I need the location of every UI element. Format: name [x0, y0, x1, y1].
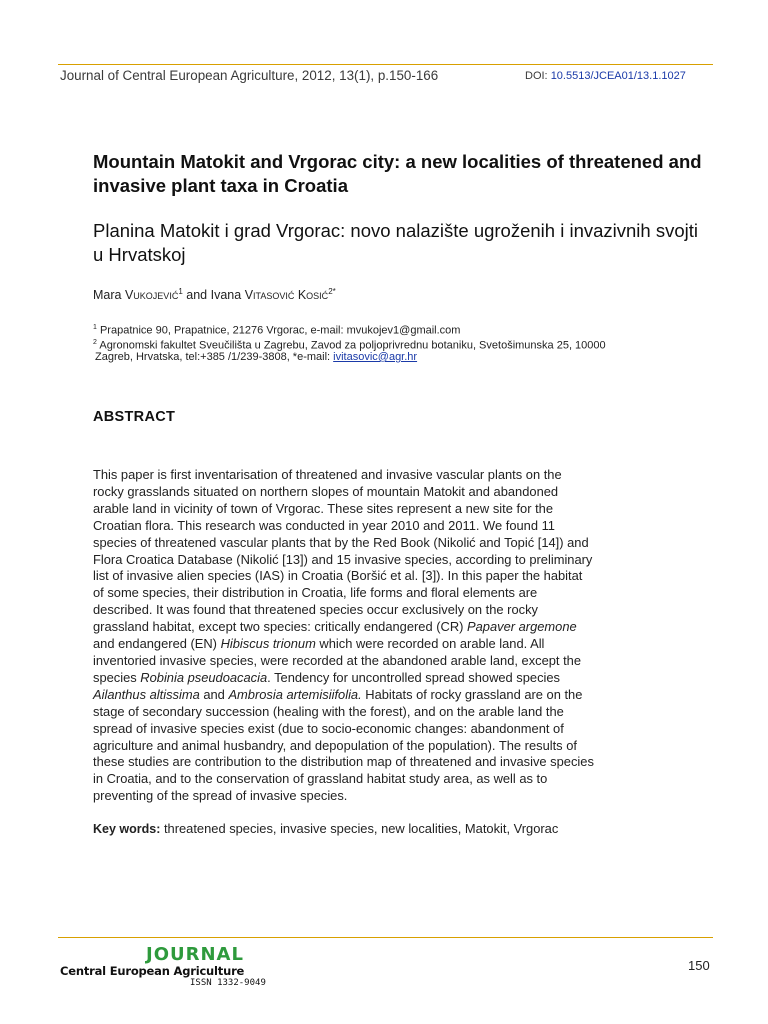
abstract-line: Croatian flora. This research was conducted in year 2010 and 2011. We found 11 — [93, 517, 555, 533]
abstract-line: in Croatia, and to the conservation of grassland habitat study area, as well as to — [93, 771, 548, 787]
keywords-label: Key words: — [93, 822, 161, 836]
affiliation-1-mark: 1 — [93, 324, 97, 331]
abstract-line: preventing of the spread of invasive species. — [93, 788, 348, 804]
abstract-text: species — [93, 669, 141, 685]
logo-journal-name: Central European Agriculture — [60, 964, 245, 978]
footer-rule — [58, 937, 713, 938]
author-1-affiliation-mark: 1 — [178, 287, 183, 296]
journal-reference: Journal of Central European Agriculture, 2012, 13(1), p.150-166 — [60, 68, 439, 83]
abstract-text: . Tendency for uncontrolled spread showed species — [267, 669, 561, 685]
page-number: 150 — [688, 958, 710, 973]
abstract-text: Habitats of rocky grassland are on the — [361, 686, 583, 702]
abstract-line: Flora Croatica Database (Nikolić [13]) and 15 invasive species, according to preliminary — [93, 551, 593, 567]
author-2-family: Vitasović Kosić — [244, 288, 329, 303]
logo-journal-word: JOURNAL — [146, 944, 244, 965]
abstract-line: arable land in vicinity of town of Vrgorac. These sites represent a new site for the — [93, 500, 554, 516]
abstract-line — [93, 670, 703, 687]
affiliation-2-mark: 2 — [93, 339, 97, 346]
species-name: Hibiscus trionum — [220, 636, 316, 652]
abstract-text: which were recorded on arable land. All — [315, 636, 545, 652]
doi — [525, 70, 686, 82]
abstract-text: grassland habitat, except two species: critically endangered (CR) — [93, 619, 468, 635]
abstract-body — [93, 467, 703, 805]
abstract-line: spread of invasive species exist (due to socio-economic changes: abandonment of — [93, 720, 564, 736]
author-2-affiliation-mark: 2* — [328, 287, 336, 296]
abstract-line: rocky grasslands situated on northern slopes of mountain Matokit and abandoned — [93, 483, 559, 499]
journal-logo — [60, 944, 290, 992]
paper-title-english: Mountain Matokit and Vrgorac city: a new localities of threatened and invasive plant taxa in Croatia — [93, 151, 702, 196]
keywords-text: threatened species, invasive species, new localities, Matokit, Vrgorac — [160, 821, 559, 836]
affiliation-2-line-2: Zagreb, Hrvatska, tel:+385 /1/239-3808, *e-mail: — [95, 351, 334, 363]
author-1-family: Vukojević — [124, 288, 179, 303]
author-conjunction: and — [186, 288, 208, 303]
abstract-line: inventoried invasive species, were recorded at the abandoned arable land, except the — [93, 652, 582, 668]
doi-label: DOI: — [525, 70, 548, 82]
header-rule — [58, 64, 713, 65]
author-2-given: Ivana — [210, 288, 242, 303]
abstract-text: and — [199, 686, 229, 702]
abstract-line: species of threatened vascular plants that by the Red Book (Nikolić and Topić [14]) and — [93, 534, 589, 550]
affiliation-2-continued — [95, 350, 715, 365]
abstract-line — [93, 619, 703, 636]
author-list — [93, 287, 336, 302]
keywords — [93, 821, 558, 836]
species-name: Ailanthus altissima — [93, 686, 200, 702]
abstract-heading: ABSTRACT — [93, 409, 176, 425]
author-1-given: Mara — [93, 288, 122, 303]
abstract-line: This paper is first inventarisation of threatened and invasive vascular plants on the — [93, 467, 562, 482]
abstract-line: these studies are contribution to the distribution map of threatened and invasive species — [93, 754, 594, 770]
paper-title-croatian: Planina Matokit i grad Vrgorac: novo nalazište ugroženih i invazivnih svojti u Hrvatskoj — [93, 220, 698, 265]
doi-link[interactable]: 10.5513/JCEA01/13.1.1027 — [550, 70, 686, 82]
species-name: Papaver argemone — [467, 619, 577, 635]
species-name: Robinia pseudoacacia — [140, 669, 268, 685]
corresponding-email-link[interactable]: ivitasovic@agr.hr — [333, 351, 418, 363]
affiliation-2-line-1: Agronomski fakultet Sveučilišta u Zagrebu, Zavod za poljoprivrednu botaniku, Svetošimunska 25, 10000 — [96, 339, 606, 352]
abstract-line: described. It was found that threatened species occur exclusively on the rocky — [93, 602, 538, 618]
abstract-line: agriculture and animal husbandry, and depopulation of the population). The results of — [93, 737, 577, 753]
abstract-line: stage of secondary succession (healing with the forest), and on the arable land the — [93, 703, 564, 719]
abstract-line — [93, 636, 703, 653]
affiliation-1-text: Prapatnice 90, Prapatnice, 21276 Vrgorac, e-mail: mvukojev1@gmail.com — [96, 324, 461, 337]
logo-issn: ISSN 1332-9049 — [190, 978, 266, 988]
abstract-line — [93, 687, 703, 704]
abstract-line: list of invasive alien species (IAS) in Croatia (Boršić et al. [3]). In this paper the habitat — [93, 568, 583, 584]
abstract-text: and endangered (EN) — [93, 636, 221, 652]
abstract-line: of some species, their distribution in Croatia, life forms and floral elements are — [93, 585, 538, 601]
species-name: Ambrosia artemisiifolia. — [228, 686, 362, 702]
